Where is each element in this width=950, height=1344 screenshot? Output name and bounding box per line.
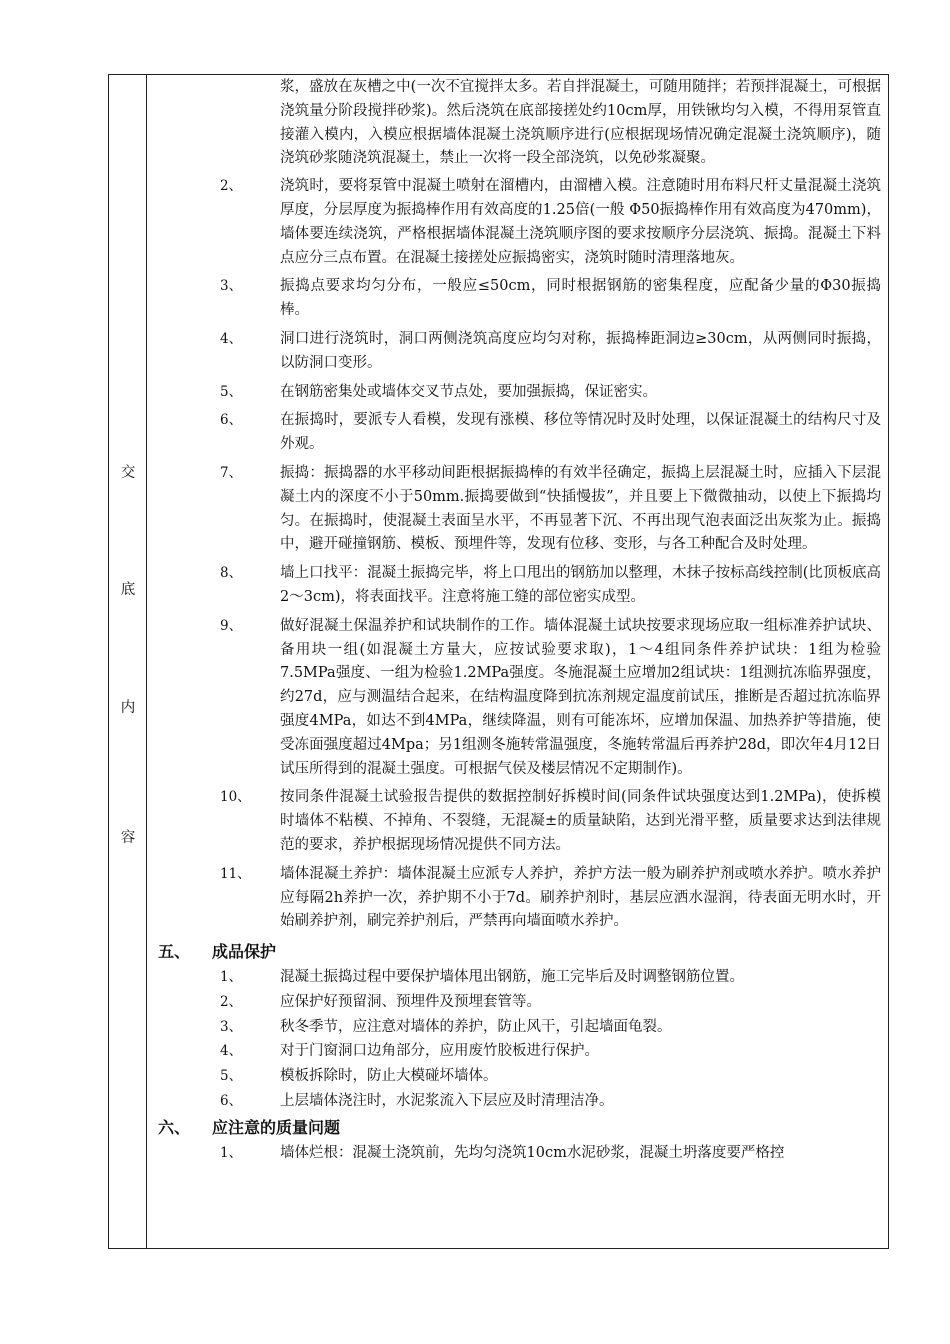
item-number: 7、 bbox=[220, 464, 243, 481]
list-item bbox=[150, 462, 885, 557]
side-label-char-2: 底 bbox=[120, 582, 136, 598]
item-text: 在钢筋密集处或墙体交叉节点处，要加强振捣，保证密实。 bbox=[280, 383, 657, 400]
list-item bbox=[150, 1090, 885, 1114]
column-divider bbox=[146, 74, 147, 1249]
item-text: 应保护好预留洞、预埋件及预埋套管等。 bbox=[280, 993, 541, 1010]
item-text: 混凝土振捣过程中要保护墙体甩出钢筋，施工完毕后及时调整钢筋位置。 bbox=[280, 969, 744, 986]
item-number: 1、 bbox=[220, 969, 243, 986]
item-number: 1、 bbox=[220, 1144, 243, 1161]
side-label-char-4: 容 bbox=[120, 830, 136, 846]
items-list-a bbox=[150, 175, 885, 934]
item-text: 做好混凝土保温养护和试块制作的工作。墙体混凝土试块按要求现场应取一组标准养护试块、备用块一组(如混凝土方量大，应按试验要求取)，1～4组同条件养护试块：1组为检验7.5MPa强度、一组为检验1.2MPa强度。冬施混凝土应增加2组试块：1组测抗冻临界强度，约27d，应与测温结合起来，在结构温度降到抗冻剂规定温度前试压，推断是否超过抗冻临界强度4MPa，如达不到4MPa，继续降温，则有可能冻坏，应增加保温、加热养护等措施，使受冻面强度超过4Mpa；另1组测冬施转常温强度，冬施转常温后再养护28d，即次年4月12日试压所得到的混凝土强度。可根据气侯及楼层情况不定期制作)。 bbox=[280, 617, 881, 777]
section-number: 五、 bbox=[158, 942, 191, 962]
item-number: 4、 bbox=[220, 1043, 243, 1060]
list-item bbox=[150, 1065, 885, 1089]
item-number: 5、 bbox=[220, 383, 243, 400]
item-text: 在振捣时，要派专人看模，发现有涨模、移位等情况时及时处理，以保证混凝土的结构尺寸及外观。 bbox=[280, 412, 881, 453]
item-text: 振捣点要求均匀分布，一般应≤50cm，同时根据钢筋的密集程度，应配备少量的Φ30振捣棒。 bbox=[280, 278, 881, 319]
document-content bbox=[150, 76, 885, 1166]
item-number: 5、 bbox=[220, 1068, 243, 1085]
side-label-char-1: 交 bbox=[120, 465, 136, 481]
list-item bbox=[150, 562, 885, 610]
section5-list bbox=[150, 966, 885, 1114]
list-item bbox=[150, 328, 885, 376]
side-label-char-3: 内 bbox=[120, 700, 136, 716]
section-heading-5 bbox=[158, 939, 885, 965]
item-number: 6、 bbox=[220, 1093, 243, 1110]
section-title: 成品保护 bbox=[212, 942, 277, 962]
list-item bbox=[150, 615, 885, 782]
item-text: 按同条件混凝土试验报告提供的数据控制好拆模时间(同条件试块强度达到1.2MPa)，使拆模时墙体不粘模、不掉角、不裂缝，无混凝±的质量缺陷，达到光滑平整，质量要求达到法律规范的要求，养护根据现场情况提供不同方法。 bbox=[280, 789, 881, 853]
item-text: 墙体烂根：混凝土浇筑前，先均匀浇筑10cm水泥砂浆，混凝土坍落度要严格控 bbox=[280, 1144, 785, 1161]
item-number: 2、 bbox=[220, 993, 243, 1010]
item-text: 模板拆除时，防止大模碰坏墙体。 bbox=[280, 1068, 498, 1085]
list-item bbox=[150, 1040, 885, 1064]
item-number: 11、 bbox=[220, 865, 251, 882]
item-number: 9、 bbox=[220, 617, 243, 634]
item-text: 墙上口找平：混凝土振捣完毕，将上口甩出的钢筋加以整理，木抹子按标高线控制(比顶板底高2～3cm)，将表面找平。注意将施工缝的部位密实成型。 bbox=[280, 565, 881, 605]
item-text: 浇筑时，要将泵管中混凝土喷射在溜槽内，由溜槽入模。注意随时用布料尺杆丈量混凝土浇筑厚度，分层厚度为振捣棒作用有效高度的1.25倍(一般 Φ50振捣棒作用有效高度为470mm)，墙体要连续浇筑，严格根据墙体混凝土浇筑顺序图的要求按顺序分层浇筑、振捣。混凝土下料点应分三点布置。在混凝土接搓处应振捣密实，浇筑时随时清理落地灰。 bbox=[280, 178, 881, 266]
item-text: 振捣：振捣器的水平移动间距根据振捣棒的有效半径确定，振捣上层混凝土时，应插入下层混凝土内的深度不小于50mm.振捣要做到“快插慢拔”，并且要上下微微抽动，以使上下振捣均匀。在振捣时，使混凝土表面呈水平，不再显著下沉、不再出现气泡表面泛出灰浆为止。振捣中，避开碰撞钢筋、模板、预埋件等，发现有位移、变形，与各工种配合及时处理。 bbox=[280, 464, 881, 553]
list-item bbox=[150, 991, 885, 1015]
list-item bbox=[150, 175, 885, 270]
list-item bbox=[150, 409, 885, 457]
item-text: 墙体混凝土养护：墙体混凝土应派专人养护，养护方法一般为刷养护剂或喷水养护。喷水养护应每隔2h养护一次，养护期不小于7d。刷养护剂时，基层应洒水湿润，待表面无明水时，开始刷养护剂，刷完养护剂后，严禁再向墙面喷水养护。 bbox=[280, 865, 881, 930]
item-text: 洞口进行浇筑时，洞口两侧浇筑高度应均匀对称，振捣棒距洞边≥30cm，从两侧同时振捣，以防洞口变形。 bbox=[280, 330, 881, 371]
item-number: 4、 bbox=[220, 330, 243, 347]
section6-list bbox=[150, 1142, 885, 1166]
item-text: 对于门窗洞口边角部分，应用废竹胶板进行保护。 bbox=[280, 1043, 599, 1060]
item-number: 3、 bbox=[220, 278, 243, 295]
item-text: 秋冬季节，应注意对墙体的养护，防止风干，引起墙面龟裂。 bbox=[280, 1018, 672, 1035]
item-number: 3、 bbox=[220, 1018, 243, 1035]
list-item bbox=[150, 1016, 885, 1040]
section-title: 应注意的质量问题 bbox=[212, 1117, 341, 1137]
list-item bbox=[150, 863, 885, 934]
item-text: 上层墙体浇注时，水泥浆流入下层应及时清理洁净。 bbox=[280, 1093, 614, 1110]
list-item bbox=[150, 966, 885, 990]
list-item bbox=[150, 381, 885, 405]
item-number: 6、 bbox=[220, 412, 243, 429]
item-number: 10、 bbox=[220, 789, 251, 806]
list-item bbox=[150, 1142, 885, 1166]
item-number: 2、 bbox=[220, 178, 243, 195]
list-item bbox=[150, 275, 885, 323]
intro-continuation: 浆，盛放在灰槽之中(一次不宜搅拌太多。若自拌混凝土，可随用随拌；若预拌混凝土，可根据浇筑量分阶段搅拌砂浆)。然后浇筑在底部接搓处约10cm厚，用铁锹均匀入模，不得用泵管直接灌入模内，入模应根据墙体混凝土浇筑顺序进行(应根据现场情况确定混凝土浇筑顺序)，随浇筑砂浆随浇筑混凝土，禁止一次将一段全部浇筑，以免砂浆凝聚。 bbox=[280, 79, 881, 167]
section-heading-6 bbox=[158, 1115, 885, 1141]
item-number: 8、 bbox=[220, 565, 243, 582]
section-number: 六、 bbox=[158, 1117, 191, 1137]
list-item bbox=[150, 786, 885, 857]
